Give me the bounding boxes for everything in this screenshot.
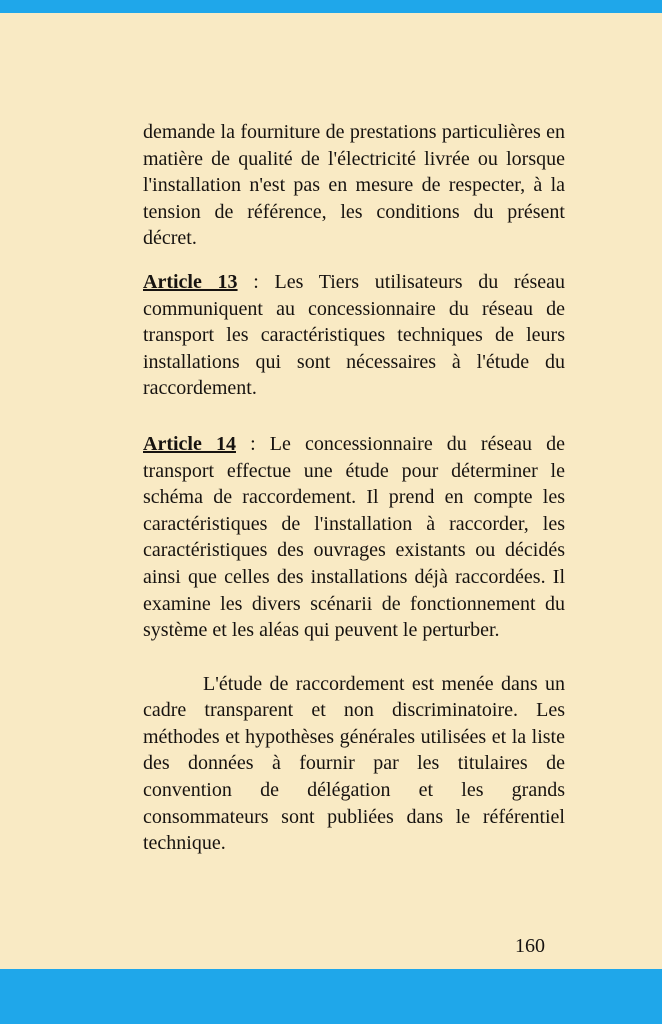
paragraph-continuation-text: demande la fourniture de prestations particulières en matière de qualité de l'électricité livrée ou lorsque l'installation n'est pas en mesure de respecter, à la tension de référence, les conditions du présent décret. xyxy=(143,121,565,250)
top-border-bar xyxy=(0,0,662,13)
article-13-heading: Article 13 xyxy=(143,270,238,293)
bottom-border-bar xyxy=(0,969,662,1024)
document-text-block xyxy=(143,119,565,857)
paragraph-continuation xyxy=(143,119,565,252)
paragraph-etude-raccordement xyxy=(143,671,565,857)
paragraph-article-13 xyxy=(143,269,565,402)
page-number: 160 xyxy=(515,935,545,957)
paragraph-etude-text: L'étude de raccordement est menée dans un cadre transparent et non discriminatoire. Les méthodes et hypothèses générales utilisées et la liste des données à fournir par les titulaires de convention de délégation et les grands consommateurs sont publiées dans le référentiel technique. xyxy=(143,672,565,855)
article-14-body: : Le concessionnaire du réseau de transport effectue une étude pour déterminer le schéma de raccordement. Il prend en compte les caractéristiques de l'installation à raccorder, les caractéristiques des ouvrages existants ou décidés ainsi que celles des installations déjà raccordées. Il examine les divers scénarii de fonctionnement du système et les aléas qui peuvent le perturber. xyxy=(143,432,565,642)
article-13-body: : Les Tiers utilisateurs du réseau communiquent au concessionnaire du réseau de transport les caractéristiques techniques de leurs installations qui sont nécessaires à l'étude du raccordement. xyxy=(143,270,565,400)
paragraph-article-14 xyxy=(143,431,565,644)
article-14-heading: Article 14 xyxy=(143,432,236,455)
